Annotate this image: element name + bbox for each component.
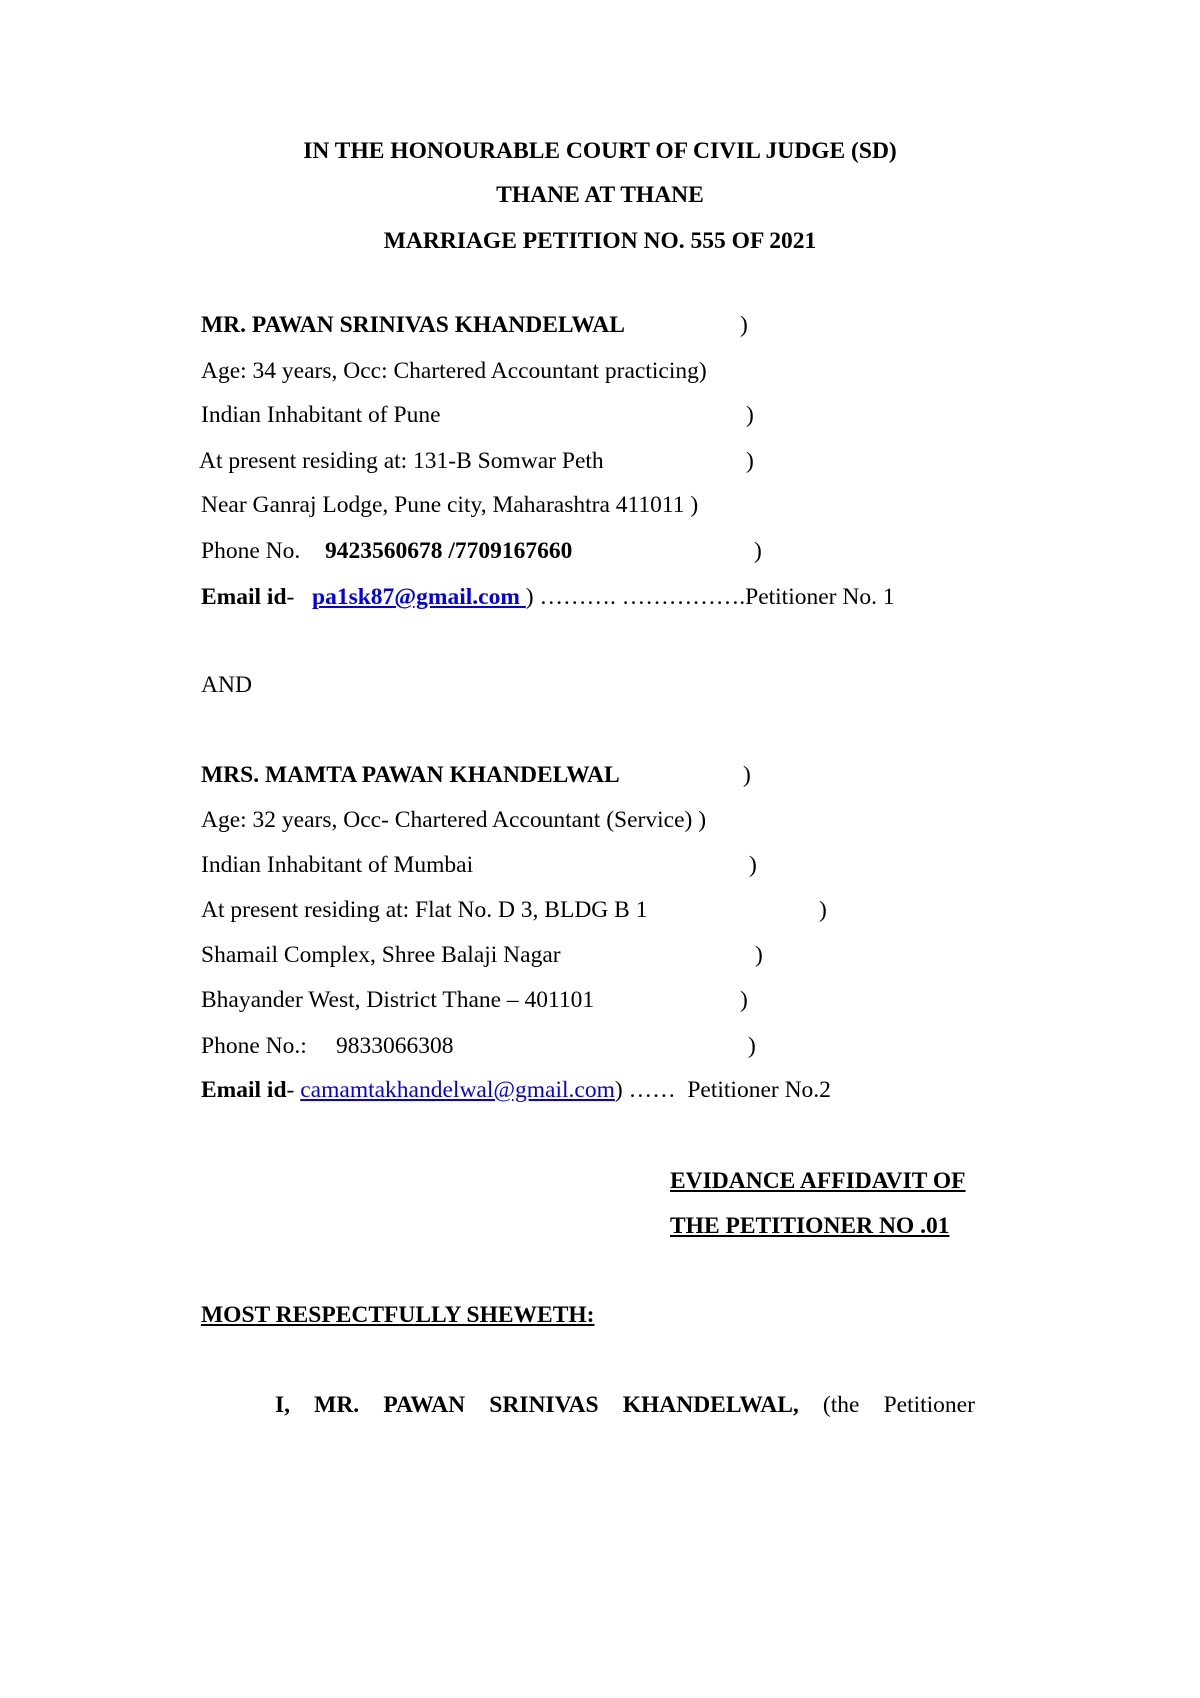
paren: )	[740, 312, 748, 338]
petitioner-2-address-line-3: Bhayander West, District Thane – 401101	[201, 987, 595, 1013]
petitioner-1-email-line	[201, 582, 895, 612]
paren: )	[749, 852, 757, 878]
petitioner-2-age-occupation: Age: 32 years, Occ- Chartered Accountant (Service) )	[201, 807, 707, 833]
body-word: Petitioner	[883, 1392, 975, 1418]
petitioner-2-name: MRS. MAMTA PAWAN KHANDELWAL	[201, 762, 620, 788]
email-dash: -	[286, 1077, 301, 1103]
petitioner-1-inhabitant: Indian Inhabitant of Pune	[201, 402, 441, 428]
body-word: I,	[275, 1392, 291, 1418]
paren: )	[748, 1033, 756, 1059]
body-word: MR.	[314, 1392, 360, 1418]
petitioner-2-inhabitant: Indian Inhabitant of Mumbai	[201, 852, 474, 878]
petitioner-1-phone-label: Phone No.	[201, 538, 301, 564]
body-word: PAWAN	[383, 1392, 466, 1418]
petitioner-1-phone: 9423560678 /7709167660	[325, 538, 573, 564]
petitioner-2-phone-label: Phone No.:	[201, 1033, 307, 1059]
petitioner-2-phone: 9833066308	[336, 1033, 454, 1059]
petition-number: MARRIAGE PETITION NO. 555 OF 2021	[383, 228, 817, 254]
petitioner-2-address-line-2: Shamail Complex, Shree Balaji Nagar	[201, 942, 561, 968]
petitioner-1-address-line-1: At present residing at: 131-B Somwar Peth	[199, 448, 604, 474]
petitioner-2-role: ) …… Petitioner No.2	[614, 1077, 831, 1103]
affidavit-title-line-2: THE PETITIONER NO .01	[670, 1213, 950, 1239]
petitioner-2-address-line-1: At present residing at: Flat No. D 3, BLDG B 1	[201, 897, 648, 923]
salutation: MOST RESPECTFULLY SHEWETH:	[201, 1302, 595, 1328]
paren: )	[740, 987, 748, 1013]
paren: )	[754, 538, 762, 564]
petitioner-1-role: ) ………. …………….Petitioner No. 1	[525, 584, 895, 610]
body-first-line	[275, 1390, 975, 1420]
email-label: Email id	[201, 584, 287, 610]
paren: )	[819, 897, 827, 923]
petitioner-2-email-line	[201, 1075, 831, 1105]
email-label: Email id	[201, 1077, 287, 1103]
body-word: KHANDELWAL,	[622, 1392, 799, 1418]
paren: )	[743, 762, 751, 788]
paren: )	[746, 402, 754, 428]
petitioner-1-address-line-2: Near Ganraj Lodge, Pune city, Maharashtra 411011 )	[201, 492, 699, 518]
court-heading: IN THE HONOURABLE COURT OF CIVIL JUDGE (SD)	[303, 138, 897, 164]
paren: )	[755, 942, 763, 968]
email-dash: -	[286, 584, 295, 610]
body-word: SRINIVAS	[489, 1392, 599, 1418]
paren: )	[746, 448, 754, 474]
conjunction-and: AND	[201, 672, 252, 698]
affidavit-title-line-1: EVIDANCE AFFIDAVIT OF	[670, 1168, 966, 1194]
body-word: (the	[822, 1392, 860, 1418]
petitioner-2-email-link[interactable]: camamtakhandelwal@gmail.com	[300, 1077, 615, 1103]
petitioner-1-name: MR. PAWAN SRINIVAS KHANDELWAL	[201, 312, 625, 338]
court-place: THANE AT THANE	[496, 182, 704, 208]
petitioner-1-age-occupation: Age: 34 years, Occ: Chartered Accountant practicing)	[201, 358, 707, 384]
petitioner-1-email-link[interactable]: pa1sk87@gmail.com	[312, 584, 526, 610]
